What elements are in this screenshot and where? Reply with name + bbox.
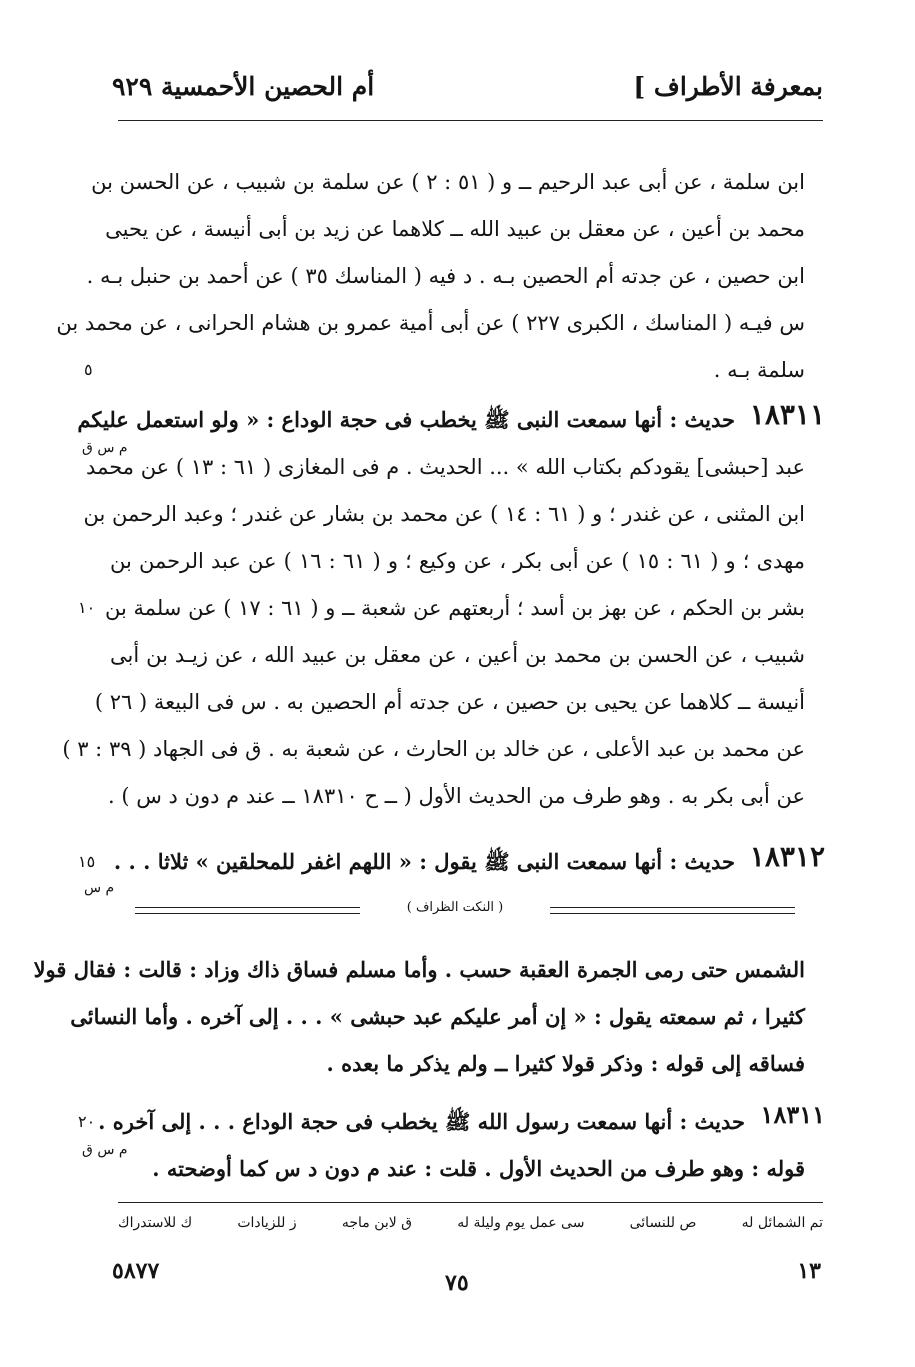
line-number-5: ٥ — [84, 360, 93, 379]
line-number-20: ٢٠ — [78, 1112, 96, 1131]
text-line: عن أبى بكر به . وهو طرف من الحديث الأول ( ــ ح ١٨٣١٠ ــ عند م دون د س ) . — [108, 784, 805, 808]
entry-sigla: م س — [84, 880, 115, 896]
page-number-right: ١٣ — [797, 1258, 821, 1284]
note-line: كثيرا ، ثم سمعته يقول : « إن أمر عليكم عبد حبشى » . . . إلى آخره . وأما النسائى — [70, 1004, 805, 1029]
abbreviation-item: سى عمل يوم وليلة له — [457, 1215, 585, 1231]
text-line: أنيسة ــ كلاهما عن يحيى بن حصين ، عن جدته أم الحصين به . س فى البيعة ( ٢٦ ) — [94, 690, 805, 714]
line-number-10: ١٠ — [78, 598, 96, 617]
abbreviation-item: ك للاستدراك — [118, 1215, 193, 1231]
entry-sigla: م س ق — [82, 440, 128, 456]
header-rule — [118, 120, 823, 121]
page-number-center: ٧٥ — [445, 1270, 469, 1296]
text-line: ابن المثنى ، عن غندر ؛ و ( ٦١ : ١٤ ) عن محمد بن بشار عن غندر ؛ وعبد الرحمن بن — [83, 502, 805, 526]
divider-rule-left — [135, 907, 360, 914]
text-line: ابن سلمة ، عن أبى عبد الرحيم ــ و ( ٥١ : ٢ ) عن سلمة بن شبيب ، عن الحسن بن — [91, 170, 805, 194]
entry-number: ١٨٣١١ — [749, 398, 825, 431]
divider-rule-right — [550, 907, 795, 914]
running-header-left: أم الحصين الأحمسية ٩٢٩ — [112, 72, 375, 101]
text-line: عن محمد بن عبد الأعلى ، عن خالد بن الحارث ، عن شعبة به . ق فى الجهاد ( ٣٩ : ٣ ) — [62, 737, 805, 761]
abbreviation-item: ق لابن ماجه — [341, 1215, 413, 1231]
text-line: ابن حصين ، عن جدته أم الحصين بـه . د فيه ( المناسك ٣٥ ) عن أحمد بن حنبل بـه . — [86, 264, 805, 288]
page-number-left: ٥٨٧٧ — [112, 1258, 160, 1284]
text-line: مهدى ؛ و ( ٦١ : ١٥ ) عن أبى بكر ، عن وكيع ؛ و ( ٦١ : ١٦ ) عن عبد الرحمن بن — [110, 549, 805, 573]
text-line: شبيب ، عن الحسن بن محمد بن أعين ، عن معقل بن عبيد الله ، عن زيـد بن أبى — [110, 643, 805, 667]
note-line: حديث : أنها سمعت رسول الله ﷺ يخطب فى حجة الوداع . . . إلى آخره . — [98, 1109, 745, 1134]
abbreviation-item: تم الشمائل له — [741, 1215, 823, 1231]
text-line: سلمة بـه . — [713, 358, 805, 382]
note-entry-sigla: م س ق — [82, 1142, 128, 1158]
note-entry-number: ١٨٣١١ — [760, 1100, 825, 1129]
abbreviation-item: ص للنسائى — [629, 1215, 697, 1231]
abbreviation-item: ز للزيادات — [237, 1215, 297, 1231]
abbreviation-key — [118, 1208, 823, 1238]
text-line: بشر بن الحكم ، عن بهز بن أسد ؛ أربعتهم عن شعبة ــ و ( ٦١ : ١٧ ) عن سلمة بن — [104, 596, 805, 620]
text-line: عبد [حبشى] يقودكم بكتاب الله » ... الحديث . م فى المغازى ( ٦١ : ١٣ ) عن محمد — [86, 455, 805, 479]
divider-label: ( النكت الظراف ) — [406, 900, 504, 915]
entry-number: ١٨٣١٢ — [749, 840, 825, 873]
line-number-15: ١٥ — [78, 852, 96, 871]
hadith-heading-line: حديث : أنها سمعت النبى ﷺ يقول : « اللهم اغفر للمحلقين » ثلاثا . . . — [113, 849, 735, 874]
note-line: فساقه إلى قوله : وذكر قولا كثيرا ــ ولم يذكر ما بعده . — [326, 1051, 805, 1076]
note-line: قوله : وهو طرف من الحديث الأول . قلت : عند م دون د س كما أوضحته . — [152, 1156, 805, 1181]
running-header-right: بمعرفة الأطراف ] — [633, 72, 823, 101]
footnote-rule — [118, 1202, 823, 1203]
note-line: الشمس حتى رمى الجمرة العقبة حسب . وأما مسلم فساق ذاك وزاد : قالت : فقال قولا — [33, 957, 805, 982]
hadith-heading-line: حديث : أنها سمعت النبى ﷺ يخطب فى حجة الوداع : « ولو استعمل عليكم — [77, 407, 735, 432]
text-line: محمد بن أعين ، عن معقل بن عبيد الله ــ كلاهما عن زيد بن أبى أنيسة ، عن يحيى — [105, 217, 805, 241]
text-line: س فيـه ( المناسك ، الكبرى ٢٢٧ ) عن أبى أمية عمرو بن هشام الحرانى ، عن محمد بن — [56, 311, 805, 335]
